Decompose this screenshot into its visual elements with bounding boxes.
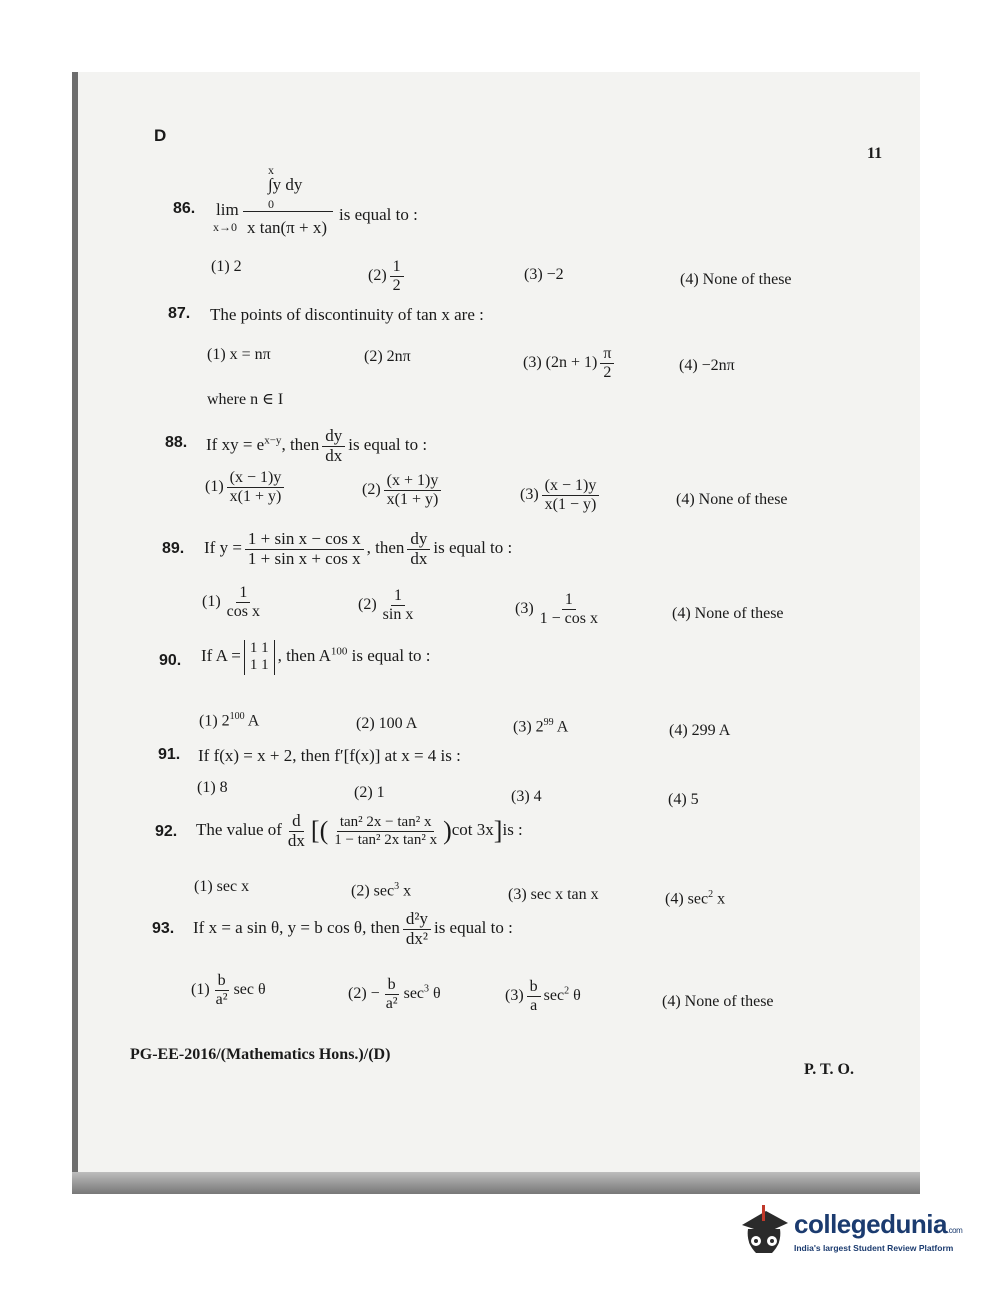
q86-option-2: (2) $\frac{1}{2}$: [368, 258, 407, 294]
q89-option-4: (4) None of these: [672, 605, 784, 622]
student-mascot-icon: [738, 1203, 792, 1259]
q87-option-3: (3) (2n + 1) $\frac{\pi}{2}$: [523, 345, 617, 381]
q88-option-1: (1) $\frac{(x - 1)y}{x(1 + y)}$: [205, 469, 287, 505]
page-number: 11: [867, 145, 883, 162]
q87-number: 87.: [168, 305, 191, 322]
footer-pto: P. T. O.: [804, 1061, 854, 1078]
q86-option-1: (1) 2: [211, 258, 242, 275]
q91-option-4: (4) 5: [668, 791, 699, 808]
q86-integral-lower: 0: [268, 197, 274, 211]
q89-option-3: (3) $\frac{1}{\text{1 − cos x}}$: [515, 591, 599, 627]
q88-stem: If xy = $e^{x-y}$, then $\frac{dy}{dx}$ is equal to :: [206, 426, 428, 465]
q91-option-1: (1) 8: [197, 779, 228, 796]
q86-fraction-bar: [243, 211, 333, 212]
q87-note: where n ∈ I: [207, 391, 284, 408]
q92-number: 92.: [155, 823, 178, 840]
logo-tagline: India's largest Student Review Platform: [794, 1243, 954, 1253]
q86-number: 86.: [173, 200, 196, 217]
q92-option-1: (1) sec x: [194, 878, 250, 895]
q90-number: 90.: [159, 652, 182, 669]
q91-stem: If f(x) = x + 2, then f′[f(x)] at x = 4 is :: [198, 746, 461, 765]
q88-option-4: (4) None of these: [676, 491, 788, 508]
q92-option-4: (4) $\sec^2 x$: [665, 889, 726, 908]
collegedunia-logo[interactable]: [738, 1203, 968, 1263]
q90-option-2: (2) 100 A: [356, 715, 418, 732]
q93-option-4: (4) None of these: [662, 993, 774, 1010]
q92-option-2: (2) $\sec^3 x$: [351, 881, 412, 900]
q93-option-1: (1) $\frac{b}{\text{a²}}$ sec θ: [191, 972, 266, 1008]
q92-stem: The value of $\frac{d}{dx}$ [( $\frac{\text{tan² 2x − tan² x}}{\text{1 − tan² 2x tan² x}}$ )cot 3x]is :: [196, 811, 523, 850]
q90-option-4: (4) 299 A: [669, 722, 731, 739]
q90-matrix: 1 1 1 1: [244, 640, 275, 675]
q88-number: 88.: [165, 434, 188, 451]
q87-option-1: (1) x = nπ: [207, 346, 271, 363]
q86-lim-sub: x→0: [213, 220, 237, 234]
q89-option-1: (1) $\frac{1}{\text{cos x}}$: [202, 584, 260, 620]
q89-option-2: (2) $\frac{1}{\text{sin x}}$: [358, 587, 414, 623]
q87-stem: The points of discontinuity of tan x are :: [210, 305, 484, 324]
q93-stem: If x = a sin θ, y = b cos θ, then $\frac{\text{d²y}}{\text{dx²}}$ is equal to :: [193, 909, 513, 948]
q86-denominator: x tan(π + x): [247, 218, 328, 237]
q86-option-3: (3) −2: [524, 266, 564, 283]
q91-option-3: (3) 4: [511, 788, 542, 805]
q86-option-4: (4) None of these: [680, 271, 792, 288]
q86-lim: lim: [216, 200, 239, 219]
q92-option-3: (3) sec x tan x: [508, 886, 599, 903]
q93-option-3: (3) $\frac{b}{a}$ $\sec^2 \theta$: [505, 978, 581, 1014]
q87-option-4: (4) −2nπ: [679, 357, 735, 374]
scanned-page: [72, 72, 920, 1194]
q86-integral-upper: x: [268, 163, 274, 177]
q93-number: 93.: [152, 920, 175, 937]
q88-option-2: (2) $\frac{(x + 1)y}{x(1 + y)}$: [362, 472, 444, 508]
q87-option-2: (2) 2nπ: [364, 348, 411, 365]
q90-stem: If A = 1 1 1 1, then $A^{100}$ is equal to :: [201, 640, 431, 674]
q90-option-3: (3) $2^{99}$ A: [513, 717, 569, 736]
series-letter: D: [154, 126, 167, 145]
footer-exam-code: PG-EE-2016/(Mathematics Hons.)/(D): [130, 1046, 391, 1063]
q90-option-1: (1) $2^{100}$ A: [199, 711, 260, 730]
logo-wordmark: collegedunia.com: [794, 1209, 963, 1239]
q91-option-2: (2) 1: [354, 784, 385, 801]
q91-number: 91.: [158, 746, 181, 763]
q86-stem-post: is equal to :: [339, 205, 418, 224]
q89-number: 89.: [162, 540, 185, 557]
q86-integral-numerator: ∫y dy: [268, 175, 303, 194]
q88-option-3: (3) $\frac{(x - 1)y}{x(1 - y)}$: [520, 477, 602, 513]
q89-stem: If y = $\frac{\text{1 + sin x − cos x}}{\text{1 + sin x + cos x}}$ , then $\frac{dy}{dx}$ is equal to :: [204, 529, 513, 568]
q93-option-2: (2) − $\frac{b}{\text{a²}}$ $\sec^3 \theta$: [348, 976, 441, 1012]
